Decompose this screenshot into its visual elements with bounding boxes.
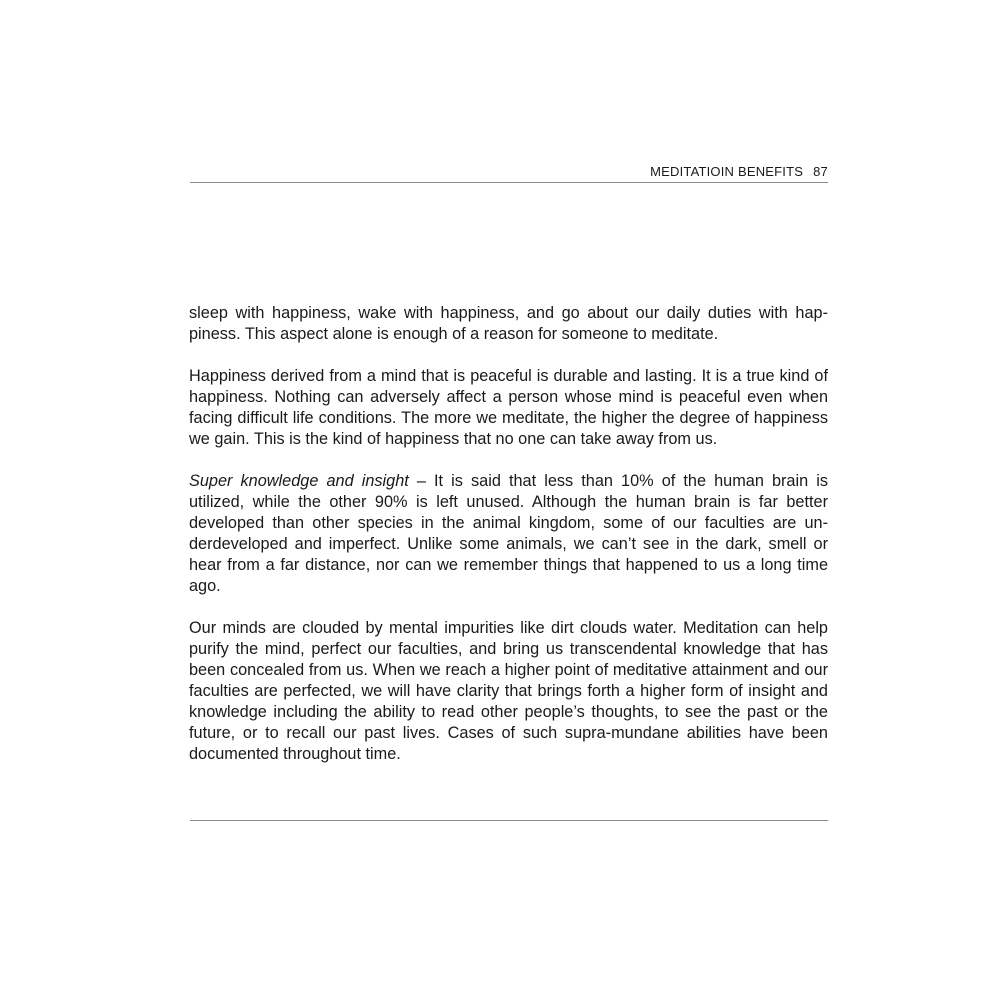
paragraph-1: sleep with happiness, wake with happiness, and go about our daily duties with hap-piness. This aspect alone is enough of a reason for someone to meditate. — [189, 304, 828, 343]
paragraph-3 — [189, 471, 828, 597]
body-text — [189, 303, 828, 765]
paragraph-3-text: – It is said that less than 10% of the human brain is utilized, while the other 90% is left unused. Although the human brain is far better developed than other species in the animal kingdom, some of our faculties are un-derdeveloped and imperfect. Unlike some animals, we can’t see in the dark, smell or hear from a far distance, nor can we remember things that happened to us a long time ago. — [189, 472, 829, 595]
header-rule — [190, 182, 828, 183]
running-header — [190, 163, 828, 181]
running-title: MEDITATIOIN BENEFITS — [650, 164, 804, 179]
footer-rule — [190, 820, 828, 821]
page-number: 87 — [813, 164, 828, 179]
paragraph-3-lead: Super knowledge and insight — [189, 472, 409, 490]
paragraph-4: Our minds are clouded by mental impurities like dirt clouds water. Meditation can help purify the mind, perfect our faculties, and bring us transcendental knowledge that has been concealed from us. When we reach a higher point of meditative attainment and our faculties are perfected, we will have clarity that brings forth a higher form of insight and knowledge including the ability to read other people’s thoughts, to see the past or the future, or to recall our past lives. Cases of such supra-mundane abilities have been documented throughout time. — [189, 619, 828, 763]
paragraph-2: Happiness derived from a mind that is peaceful is durable and lasting. It is a true kind of happiness. Nothing can adversely affect a person whose mind is peaceful even when facing difficult life conditions. The more we meditate, the higher the degree of happiness we gain. This is the kind of happiness that no one can take away from us. — [189, 367, 828, 448]
